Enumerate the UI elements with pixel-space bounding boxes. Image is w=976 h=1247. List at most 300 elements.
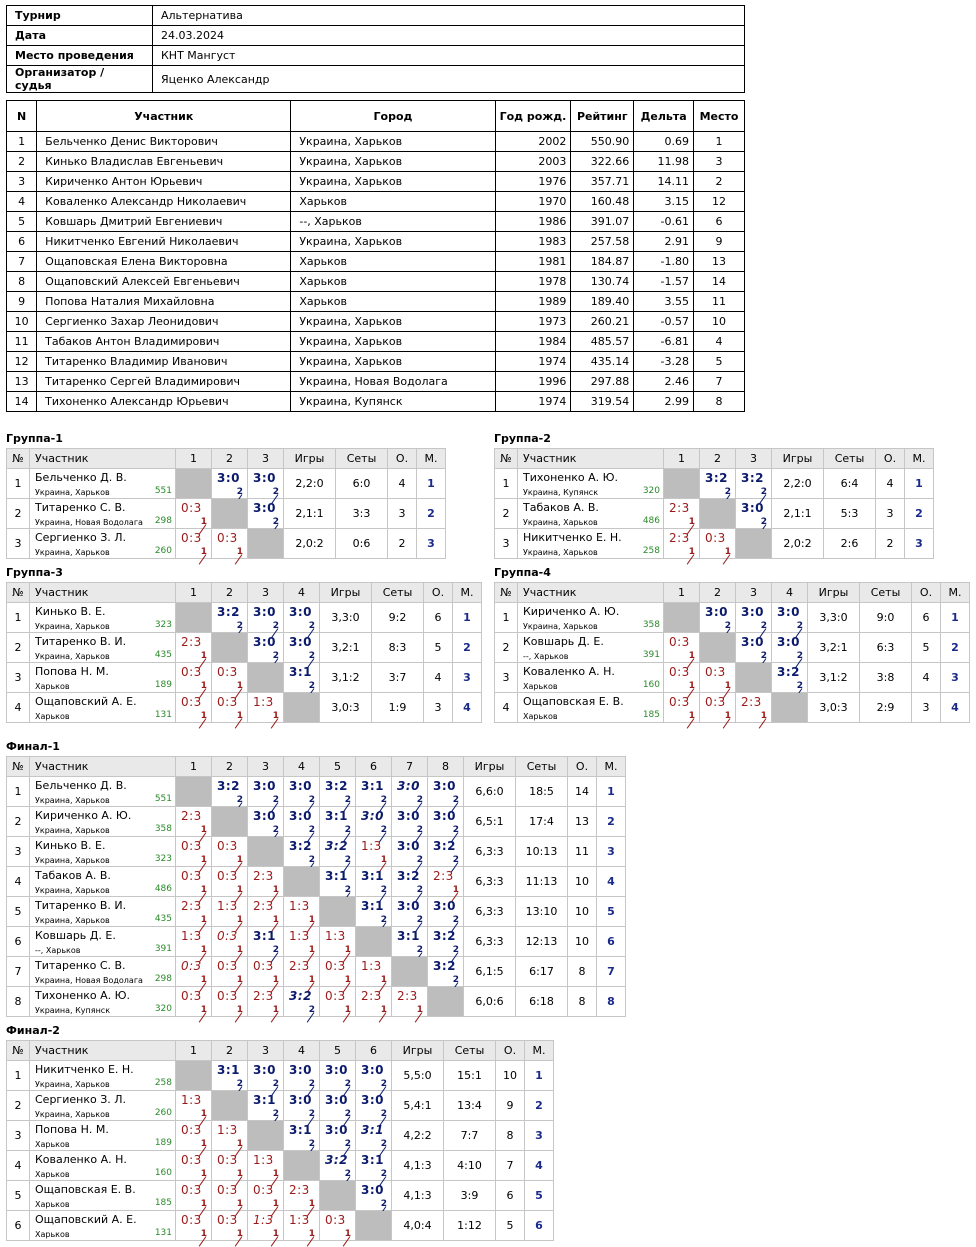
match-score: 3:1 bbox=[325, 809, 348, 823]
participant-rating: 131 bbox=[154, 710, 172, 720]
participant-cell: -0.61 bbox=[634, 212, 694, 232]
match-points: 1 bbox=[688, 681, 695, 691]
info-key: Место проведения bbox=[7, 46, 153, 66]
match-points: 2 bbox=[760, 621, 767, 631]
match-points: 2 bbox=[344, 1139, 351, 1149]
match-score-cell bbox=[700, 633, 736, 663]
participant-cell: 1983 bbox=[495, 232, 571, 252]
match-score: 3:0 bbox=[253, 471, 276, 485]
match-score-cell bbox=[428, 957, 464, 987]
participant-cell: -1.57 bbox=[634, 272, 694, 292]
games-value: 3,0:3 bbox=[320, 693, 372, 723]
match-points: 1 bbox=[344, 945, 351, 955]
group-header-cell: № bbox=[495, 449, 518, 469]
participant-cell bbox=[30, 1061, 176, 1091]
group-header-cell: Игры bbox=[392, 1041, 444, 1061]
games-value: 6,3:3 bbox=[464, 837, 516, 867]
match-score: 3:0 bbox=[289, 1063, 312, 1077]
sets-value: 2:9 bbox=[860, 693, 912, 723]
match-score-cell bbox=[212, 957, 248, 987]
group-col-number: 7 bbox=[392, 757, 428, 777]
match-score-cell bbox=[700, 603, 736, 633]
match-score-cell bbox=[284, 867, 320, 897]
match-points: 1 bbox=[272, 1199, 279, 1209]
row-number: 1 bbox=[7, 1061, 30, 1091]
group-col-number: 1 bbox=[664, 449, 700, 469]
match-score: 1:3 bbox=[253, 1153, 274, 1167]
match-score: 1:3 bbox=[289, 929, 310, 943]
participant-cell: 1976 bbox=[495, 172, 571, 192]
match-points: 1 bbox=[236, 915, 243, 925]
match-points: 2 bbox=[724, 621, 731, 631]
participant-cell bbox=[518, 633, 664, 663]
match-score-cell bbox=[284, 777, 320, 807]
points-value: 4 bbox=[388, 469, 417, 499]
match-score: 0:3 bbox=[325, 959, 346, 973]
match-points: 1 bbox=[724, 547, 731, 557]
match-score-cell bbox=[248, 1181, 284, 1211]
group-header-row bbox=[7, 583, 482, 603]
participant-cell: 260.21 bbox=[571, 312, 634, 332]
match-points: 2 bbox=[308, 795, 315, 805]
row-number: 1 bbox=[495, 469, 518, 499]
group-header-cell: М. bbox=[453, 583, 482, 603]
group-col-number: 2 bbox=[212, 583, 248, 603]
group-row bbox=[7, 1091, 554, 1121]
match-score: 1:3 bbox=[217, 899, 238, 913]
place-value: 1 bbox=[905, 469, 934, 499]
participants-header: Участник bbox=[37, 101, 291, 132]
match-score-cell bbox=[356, 1151, 392, 1181]
participant-name: Попова Н. М. bbox=[35, 1123, 109, 1136]
match-score-cell bbox=[176, 867, 212, 897]
participant-cell: 1 bbox=[694, 132, 745, 152]
match-score: 0:3 bbox=[253, 1183, 274, 1197]
match-score: 0:3 bbox=[181, 1183, 202, 1197]
match-score: 3:0 bbox=[253, 501, 276, 515]
match-score-cell bbox=[700, 693, 736, 723]
match-score: 3:2 bbox=[433, 929, 456, 943]
match-score-cell bbox=[176, 1121, 212, 1151]
match-score-cell bbox=[248, 469, 284, 499]
match-points: 1 bbox=[200, 975, 207, 985]
participant-cell: 391.07 bbox=[571, 212, 634, 232]
match-score: 2:3 bbox=[181, 809, 202, 823]
place-value: 3 bbox=[453, 663, 482, 693]
match-points: 1 bbox=[200, 915, 207, 925]
match-points: 1 bbox=[272, 1229, 279, 1239]
participant-row bbox=[7, 292, 745, 312]
participant-cell: Украина, Новая Водолага bbox=[291, 372, 495, 392]
group-row bbox=[7, 693, 482, 723]
match-score-cell bbox=[284, 1121, 320, 1151]
match-points: 1 bbox=[272, 975, 279, 985]
match-score: 1:3 bbox=[217, 1123, 238, 1137]
sets-value: 3:3 bbox=[336, 499, 388, 529]
place-value: 3 bbox=[597, 837, 626, 867]
participant-cell bbox=[30, 1181, 176, 1211]
match-points: 2 bbox=[272, 621, 279, 631]
match-points: 2 bbox=[452, 945, 459, 955]
participant-cell: 2003 bbox=[495, 152, 571, 172]
match-score-cell bbox=[212, 807, 248, 837]
match-points: 1 bbox=[272, 885, 279, 895]
games-value: 6,3:3 bbox=[464, 867, 516, 897]
place-value: 1 bbox=[941, 603, 970, 633]
participant-city: Украина, Новая Водолага bbox=[35, 976, 143, 985]
games-value: 4,0:4 bbox=[392, 1211, 444, 1241]
participant-rating: 260 bbox=[154, 546, 172, 556]
match-score: 3:0 bbox=[741, 501, 764, 515]
participant-rating: 189 bbox=[154, 680, 172, 690]
participant-name: Титаренко В. И. bbox=[35, 899, 127, 912]
match-points: 1 bbox=[236, 711, 243, 721]
points-value: 4 bbox=[912, 663, 941, 693]
match-score-cell bbox=[212, 529, 248, 559]
match-score: 3:1 bbox=[361, 869, 384, 883]
match-points: 1 bbox=[272, 1005, 279, 1015]
participant-city: Украина, Харьков bbox=[35, 622, 110, 631]
place-value: 2 bbox=[597, 807, 626, 837]
participant-cell bbox=[30, 1211, 176, 1241]
match-score-cell bbox=[284, 1211, 320, 1241]
match-score-cell bbox=[772, 663, 808, 693]
sets-value: 5:3 bbox=[824, 499, 876, 529]
match-points: 2 bbox=[380, 885, 387, 895]
row-number: 1 bbox=[7, 603, 30, 633]
info-row bbox=[7, 6, 745, 26]
participant-name: Бельченко Д. В. bbox=[35, 471, 127, 484]
match-score-cell bbox=[212, 1061, 248, 1091]
match-score-cell bbox=[284, 1091, 320, 1121]
place-value: 3 bbox=[905, 529, 934, 559]
match-score: 3:2 bbox=[325, 839, 348, 853]
participant-cell bbox=[30, 777, 176, 807]
match-score: 3:1 bbox=[253, 1093, 276, 1107]
sets-value: 9:2 bbox=[372, 603, 424, 633]
match-score: 3:2 bbox=[705, 471, 728, 485]
participant-cell bbox=[30, 1091, 176, 1121]
match-score-cell bbox=[428, 867, 464, 897]
participant-cell: 8 bbox=[694, 392, 745, 412]
match-score: 3:0 bbox=[325, 1063, 348, 1077]
match-score-cell bbox=[176, 663, 212, 693]
match-score: 0:3 bbox=[217, 665, 238, 679]
participant-cell: -3.28 bbox=[634, 352, 694, 372]
points-value: 2 bbox=[876, 529, 905, 559]
participant-rating: 391 bbox=[154, 944, 172, 954]
participant-cell: 1973 bbox=[495, 312, 571, 332]
participant-name: Титаренко С. В. bbox=[35, 959, 126, 972]
match-score: 3:0 bbox=[253, 779, 276, 793]
participant-cell: Табаков Антон Владимирович bbox=[37, 332, 291, 352]
match-score: 0:3 bbox=[181, 1123, 202, 1137]
match-score: 1:3 bbox=[253, 1213, 274, 1227]
participant-cell bbox=[518, 499, 664, 529]
match-score-cell bbox=[428, 987, 464, 1017]
participant-cell bbox=[30, 837, 176, 867]
participant-cell: 1978 bbox=[495, 272, 571, 292]
participant-city: Харьков bbox=[35, 1200, 70, 1209]
sets-value: 6:3 bbox=[860, 633, 912, 663]
participant-cell bbox=[30, 529, 176, 559]
group-col-number: 1 bbox=[176, 583, 212, 603]
match-score: 3:0 bbox=[397, 809, 420, 823]
participant-cell: 1974 bbox=[495, 392, 571, 412]
group-row bbox=[7, 1181, 554, 1211]
participant-cell: 3.15 bbox=[634, 192, 694, 212]
match-score-cell bbox=[700, 529, 736, 559]
match-score-cell bbox=[356, 927, 392, 957]
match-points: 1 bbox=[308, 1229, 315, 1239]
match-points: 1 bbox=[272, 1169, 279, 1179]
participant-rating: 323 bbox=[154, 854, 172, 864]
match-score-cell bbox=[176, 693, 212, 723]
match-score: 3:2 bbox=[433, 839, 456, 853]
games-value: 2,0:2 bbox=[772, 529, 824, 559]
group-row bbox=[495, 469, 934, 499]
match-score-cell bbox=[356, 867, 392, 897]
participant-cell: Украина, Харьков bbox=[291, 312, 495, 332]
group-header-cell: Участник bbox=[30, 583, 176, 603]
place-value: 4 bbox=[941, 693, 970, 723]
participant-rating: 189 bbox=[154, 1138, 172, 1148]
participant-cell: 9 bbox=[694, 232, 745, 252]
match-score-cell bbox=[248, 1091, 284, 1121]
match-score-cell bbox=[320, 957, 356, 987]
participant-name: Кинько В. Е. bbox=[35, 839, 106, 852]
row-number: 3 bbox=[495, 663, 518, 693]
place-value: 6 bbox=[597, 927, 626, 957]
match-score-cell bbox=[736, 633, 772, 663]
match-score: 1:3 bbox=[325, 929, 346, 943]
games-value: 2,1:1 bbox=[772, 499, 824, 529]
participant-city: --, Харьков bbox=[35, 946, 81, 955]
games-value: 6,5:1 bbox=[464, 807, 516, 837]
group-row bbox=[7, 777, 626, 807]
info-key: Организатор / судья bbox=[7, 66, 153, 93]
participant-city: --, Харьков bbox=[523, 652, 569, 661]
participant-city: Украина, Харьков bbox=[35, 1110, 110, 1119]
group-row bbox=[7, 603, 482, 633]
participant-rating: 185 bbox=[642, 710, 660, 720]
match-score: 3:2 bbox=[217, 779, 240, 793]
participant-name: Кириченко А. Ю. bbox=[35, 809, 132, 822]
participant-cell bbox=[518, 469, 664, 499]
group-row bbox=[495, 693, 970, 723]
participant-city: Украина, Харьков bbox=[35, 826, 110, 835]
sets-value: 6:17 bbox=[516, 957, 568, 987]
match-score: 0:3 bbox=[217, 1153, 238, 1167]
participant-cell: 2.99 bbox=[634, 392, 694, 412]
participant-cell: -6.81 bbox=[634, 332, 694, 352]
match-points: 1 bbox=[200, 1169, 207, 1179]
match-score: 3:0 bbox=[705, 605, 728, 619]
match-points: 2 bbox=[236, 621, 243, 631]
match-score-cell bbox=[248, 1151, 284, 1181]
match-score-cell bbox=[212, 603, 248, 633]
match-score-cell bbox=[356, 1091, 392, 1121]
match-points: 1 bbox=[200, 855, 207, 865]
participant-cell: Ощаповская Елена Викторовна bbox=[37, 252, 291, 272]
participant-city: Украина, Харьков bbox=[523, 548, 598, 557]
participant-cell: Украина, Харьков bbox=[291, 152, 495, 172]
match-points: 2 bbox=[380, 1079, 387, 1089]
match-score: 3:0 bbox=[325, 1093, 348, 1107]
match-score: 3:0 bbox=[741, 635, 764, 649]
match-points: 2 bbox=[452, 915, 459, 925]
participant-cell: Украина, Харьков bbox=[291, 132, 495, 152]
match-score: 3:2 bbox=[325, 1153, 348, 1167]
match-score: 0:3 bbox=[181, 1213, 202, 1227]
group-header-cell: № bbox=[495, 583, 518, 603]
match-score: 0:3 bbox=[181, 1153, 202, 1167]
match-score: 3:0 bbox=[289, 809, 312, 823]
points-value: 7 bbox=[496, 1151, 525, 1181]
participant-cell: Харьков bbox=[291, 292, 495, 312]
match-points: 2 bbox=[236, 795, 243, 805]
participant-cell: 3 bbox=[7, 172, 37, 192]
points-value: 14 bbox=[568, 777, 597, 807]
participant-cell: Кириченко Антон Юрьевич bbox=[37, 172, 291, 192]
group-table bbox=[494, 448, 934, 559]
match-score: 3:0 bbox=[289, 635, 312, 649]
participant-cell bbox=[30, 603, 176, 633]
group-header-cell: М. bbox=[597, 757, 626, 777]
match-points: 1 bbox=[236, 1169, 243, 1179]
sets-value: 8:3 bbox=[372, 633, 424, 663]
match-points: 2 bbox=[272, 517, 279, 527]
points-value: 13 bbox=[568, 807, 597, 837]
participant-cell: Никитченко Евгений Николаевич bbox=[37, 232, 291, 252]
group-header-cell: Игры bbox=[772, 449, 824, 469]
group-col-number: 2 bbox=[212, 757, 248, 777]
match-points: 2 bbox=[272, 1109, 279, 1119]
match-score-cell bbox=[320, 897, 356, 927]
group-col-number: 2 bbox=[700, 583, 736, 603]
participant-name: Табаков А. В. bbox=[35, 869, 111, 882]
participant-name: Титаренко В. И. bbox=[35, 635, 127, 648]
match-score-cell bbox=[320, 1121, 356, 1151]
group-header-cell: Участник bbox=[518, 583, 664, 603]
match-score-cell bbox=[212, 499, 248, 529]
row-number: 6 bbox=[7, 1211, 30, 1241]
match-score-cell bbox=[736, 603, 772, 633]
participant-name: Тихоненко А. Ю. bbox=[35, 989, 131, 1002]
place-value: 7 bbox=[597, 957, 626, 987]
match-points: 2 bbox=[344, 1169, 351, 1179]
match-points: 1 bbox=[308, 975, 315, 985]
participant-name: Никитченко Е. Н. bbox=[35, 1063, 134, 1076]
match-score: 2:3 bbox=[181, 635, 202, 649]
participant-city: Харьков bbox=[523, 682, 558, 691]
match-points: 1 bbox=[200, 681, 207, 691]
match-score: 1:3 bbox=[289, 1213, 310, 1227]
participant-cell: 0.69 bbox=[634, 132, 694, 152]
match-score-cell bbox=[284, 663, 320, 693]
participant-cell: 485.57 bbox=[571, 332, 634, 352]
match-score: 0:3 bbox=[181, 869, 202, 883]
participant-cell: 1986 bbox=[495, 212, 571, 232]
match-points: 1 bbox=[688, 547, 695, 557]
participant-row bbox=[7, 332, 745, 352]
sets-value: 6:0 bbox=[336, 469, 388, 499]
match-score-cell bbox=[392, 807, 428, 837]
participant-cell: 130.74 bbox=[571, 272, 634, 292]
sets-value: 4:10 bbox=[444, 1151, 496, 1181]
match-points: 1 bbox=[380, 975, 387, 985]
group-col-number: 4 bbox=[284, 1041, 320, 1061]
match-score: 3:0 bbox=[253, 1063, 276, 1077]
match-score: 2:3 bbox=[669, 501, 690, 515]
participant-row bbox=[7, 192, 745, 212]
group-header-cell: Сеты bbox=[336, 449, 388, 469]
participants-header: N bbox=[7, 101, 37, 132]
participant-cell: Украина, Харьков bbox=[291, 172, 495, 192]
participant-rating: 358 bbox=[642, 620, 660, 630]
match-points: 2 bbox=[380, 1199, 387, 1209]
participant-cell bbox=[30, 469, 176, 499]
match-score: 0:3 bbox=[181, 665, 202, 679]
match-score-cell bbox=[248, 927, 284, 957]
match-score-cell bbox=[176, 837, 212, 867]
participant-cell: 13 bbox=[694, 252, 745, 272]
group-title: Финал-1 bbox=[6, 740, 60, 753]
participant-cell: Украина, Харьков bbox=[291, 232, 495, 252]
match-score-cell bbox=[212, 837, 248, 867]
info-key: Турнир bbox=[7, 6, 153, 26]
points-value: 4 bbox=[876, 469, 905, 499]
match-points: 1 bbox=[272, 711, 279, 721]
info-value: Альтернатива bbox=[153, 6, 745, 26]
participant-city: Украина, Харьков bbox=[35, 796, 110, 805]
group-header-cell: Игры bbox=[808, 583, 860, 603]
match-points: 2 bbox=[760, 651, 767, 661]
points-value: 6 bbox=[424, 603, 453, 633]
match-points: 1 bbox=[200, 1005, 207, 1015]
match-points: 2 bbox=[796, 651, 803, 661]
sets-value: 3:8 bbox=[860, 663, 912, 693]
participant-cell bbox=[30, 987, 176, 1017]
points-value: 4 bbox=[424, 663, 453, 693]
games-value: 4,1:3 bbox=[392, 1151, 444, 1181]
match-score: 3:2 bbox=[289, 839, 312, 853]
match-score: 3:0 bbox=[741, 605, 764, 619]
participant-city: Украина, Харьков bbox=[35, 548, 110, 557]
match-score: 2:3 bbox=[181, 899, 202, 913]
participant-cell: Харьков bbox=[291, 252, 495, 272]
participant-cell: 10 bbox=[694, 312, 745, 332]
match-score-cell bbox=[284, 987, 320, 1017]
participant-cell: Ощаповский Алексей Евгеньевич bbox=[37, 272, 291, 292]
match-points: 1 bbox=[200, 517, 207, 527]
match-score: 3:1 bbox=[361, 1123, 384, 1137]
match-score: 3:1 bbox=[217, 1063, 240, 1077]
match-score-cell bbox=[176, 499, 212, 529]
match-points: 2 bbox=[272, 825, 279, 835]
participant-rating: 258 bbox=[642, 546, 660, 556]
participant-cell: Коваленко Александр Николаевич bbox=[37, 192, 291, 212]
participant-cell: 3 bbox=[694, 152, 745, 172]
participant-cell: 6 bbox=[694, 212, 745, 232]
participant-name: Ощаповский А. Е. bbox=[35, 695, 137, 708]
match-score-cell bbox=[248, 957, 284, 987]
participant-cell: Кинько Владислав Евгеньевич bbox=[37, 152, 291, 172]
participant-cell: 2 bbox=[7, 152, 37, 172]
match-score-cell bbox=[284, 1151, 320, 1181]
participant-name: Тихоненко А. Ю. bbox=[523, 471, 619, 484]
match-score: 3:1 bbox=[325, 869, 348, 883]
